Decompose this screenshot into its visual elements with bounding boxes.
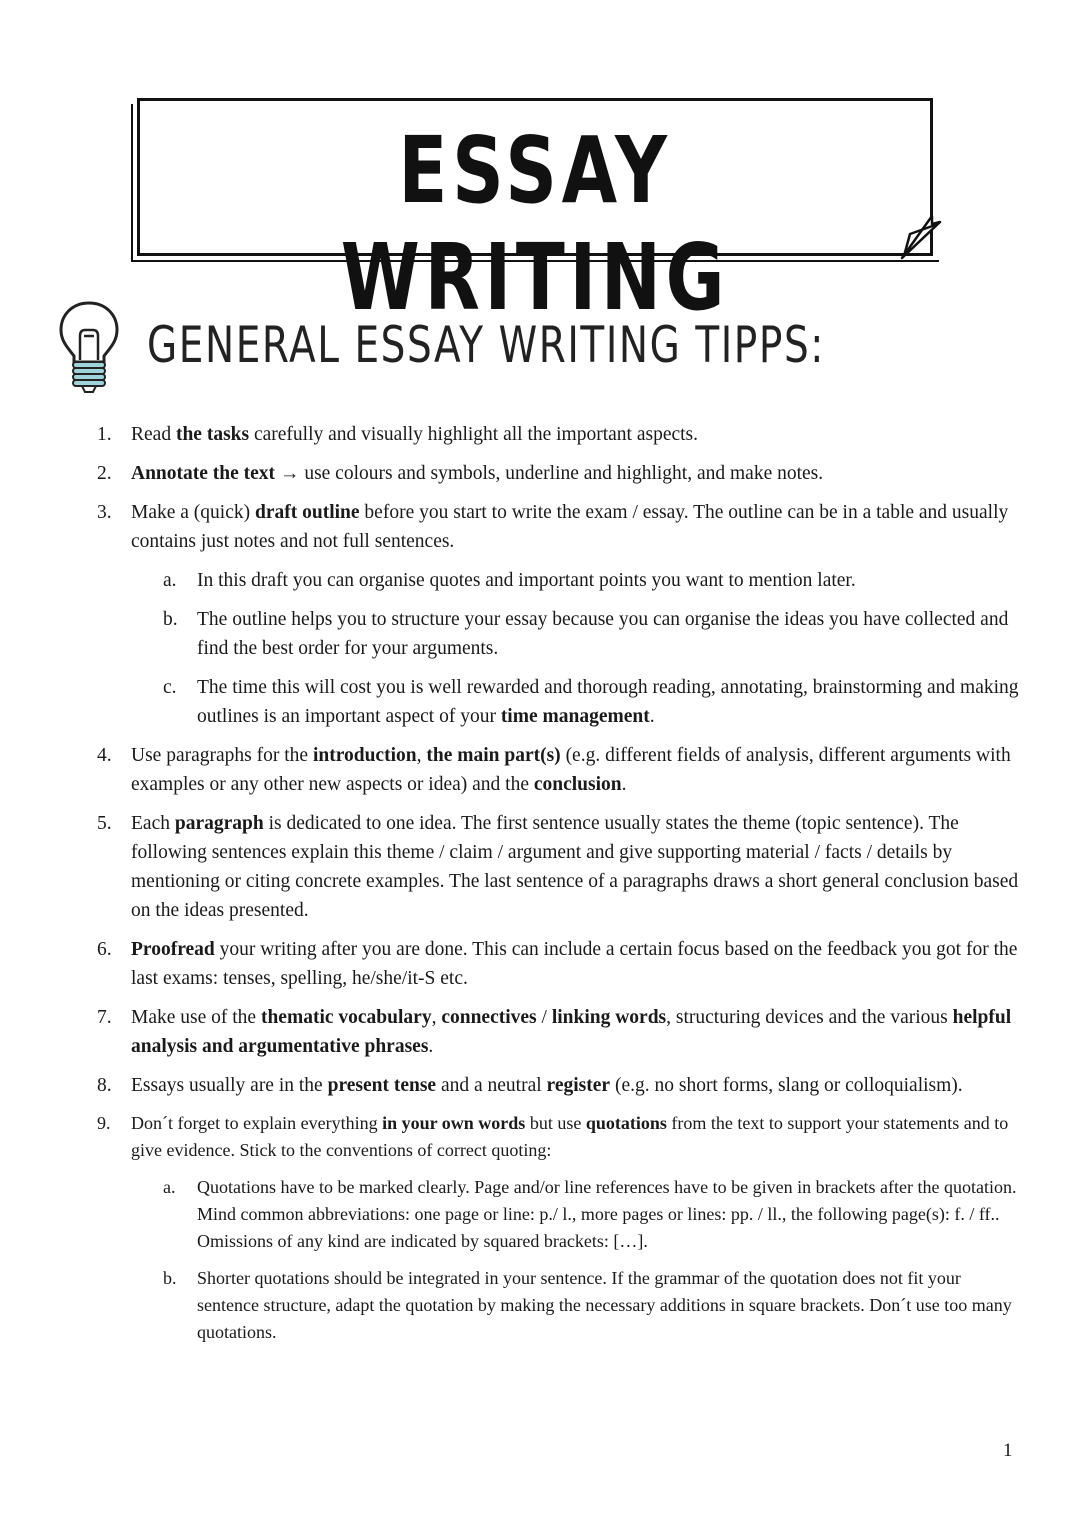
text-run: Shorter quotations should be integrated in your sentence. If the grammar of the quotation does not fit your sentence structure, adapt the quotation by making the necessary additions in square brackets. Don´t use too many quotations. (197, 1268, 1012, 1342)
text-run: → use colours and symbols, underline and highlight, and make notes. (275, 463, 824, 484)
sub-item-letter: b. (163, 1268, 177, 1288)
text-run: In this draft you can organise quotes and important points you want to mention later. (197, 570, 856, 591)
list-item (0, 809, 1080, 925)
item-number: 7. (97, 1007, 112, 1028)
list-item (0, 741, 1080, 799)
text-run: and a neutral (436, 1075, 547, 1096)
text-run: The time this will cost you is well rewarded and thorough reading, annotating, brainstorming and making outlines is an important aspect of your (197, 677, 1019, 727)
text-run: Each (131, 813, 175, 834)
list-item (0, 420, 1080, 449)
bold-text: linking words (551, 1007, 667, 1028)
bold-text: conclusion (533, 774, 622, 795)
text-run: from the text to support your statements and to give evidence. Stick to the conventions of correct quoting: (131, 1113, 1009, 1160)
text-run: Don´t forget to explain everything (131, 1113, 383, 1133)
item-text (131, 809, 1020, 925)
item-text (131, 420, 1020, 449)
text-run: is dedicated to one idea. The first sentence usually states the theme (topic sentence). The following sentences explain this theme / claim / argument and give supporting material / facts / details by mentioning or citing concrete examples. The last sentence of a paragraphs draws a short general conclusion based on the ideas presented. (131, 813, 1019, 921)
lightbulb-icon (58, 300, 120, 394)
bold-text: present tense (327, 1075, 437, 1096)
sub-item-letter: a. (163, 1177, 176, 1197)
sub-item-text (197, 605, 1020, 663)
text-run: before you start to write the exam / essay. The outline can be in a table and usually contains just notes and not full sentences. (131, 502, 1009, 552)
list-item (0, 935, 1080, 993)
text-run: , (416, 745, 427, 766)
item-number: 9. (97, 1113, 111, 1133)
text-run: Read (131, 424, 176, 445)
bold-text: helpful analysis and argumentative phrases (131, 1007, 1012, 1057)
section-heading: GENERAL ESSAY WRITING TIPPS: (147, 316, 825, 374)
bold-text: Annotate the text (131, 463, 276, 484)
bold-text: draft outline (255, 502, 360, 523)
item-number: 8. (97, 1075, 112, 1096)
text-run: . (649, 706, 655, 727)
item-number: 4. (97, 745, 112, 766)
sub-item-text (197, 566, 1020, 595)
bold-text: the tasks (175, 424, 250, 445)
sub-list-item (131, 673, 1020, 731)
text-run: Essays usually are in the (131, 1075, 328, 1096)
sub-item-text (197, 673, 1020, 731)
list-item (0, 498, 1080, 731)
text-run: , structuring devices and the various (666, 1007, 953, 1028)
item-text (131, 1071, 1020, 1100)
sub-list (131, 566, 1020, 731)
item-number: 1. (97, 424, 112, 445)
text-run: Use paragraphs for the (131, 745, 313, 766)
list-item (0, 1110, 1080, 1346)
text-run: . (621, 774, 627, 795)
item-text (131, 935, 1020, 993)
text-run: Make a (quick) (131, 502, 255, 523)
text-run: carefully and visually highlight all the important aspects. (249, 424, 699, 445)
sub-item-letter: a. (163, 570, 177, 591)
bold-text: the main part(s) (426, 745, 561, 766)
item-text (131, 498, 1020, 556)
sub-list-item (131, 566, 1020, 595)
text-run: (e.g. different fields of analysis, different arguments with examples or any other new aspects or idea) and the (131, 745, 1011, 795)
text-run: The outline helps you to structure your essay because you can organise the ideas you have collected and find the best order for your arguments. (197, 609, 1009, 659)
bold-text: quotations (585, 1113, 667, 1133)
bold-text: paragraph (174, 813, 264, 834)
bold-text: register (546, 1075, 611, 1096)
item-number: 6. (97, 939, 112, 960)
bold-text: time management (500, 706, 650, 727)
item-text (131, 1110, 1020, 1164)
sub-list (131, 1174, 1020, 1346)
item-number: 2. (97, 463, 112, 484)
text-run: but use (525, 1113, 586, 1133)
text-run: Quotations have to be marked clearly. Page and/or line references have to be given in brackets after the quotation. Mind common abbreviations: one page or line: p./ l., more pages or lines: pp. / ll., the following page(s): f. / ff.. Omissions of any kind are indicated by squared brackets: […]. (197, 1177, 1017, 1251)
sub-list-item (131, 605, 1020, 663)
page-number: 1 (1003, 1440, 1013, 1461)
text-run: , (431, 1007, 442, 1028)
sub-item-letter: b. (163, 609, 178, 630)
list-item (0, 1071, 1080, 1100)
page-curl-icon (896, 216, 942, 260)
list-item (0, 459, 1080, 488)
item-text (131, 1003, 1020, 1061)
tips-list (0, 420, 1080, 1356)
item-number: 3. (97, 502, 112, 523)
bold-text: connectives (441, 1007, 537, 1028)
sub-list-item (131, 1174, 1020, 1255)
page-title: ESSAY WRITING (340, 117, 730, 331)
sub-list-item (131, 1265, 1020, 1346)
text-run: your writing after you are done. This can include a certain focus based on the feedback you got for the last exams: tenses, spelling, he/she/it-S etc. (131, 939, 1018, 989)
sub-item-letter: c. (163, 677, 177, 698)
item-number: 5. (97, 813, 112, 834)
item-text (131, 459, 1020, 488)
text-run: (e.g. no short forms, slang or colloquialism). (610, 1075, 963, 1096)
bold-text: Proofread (131, 939, 215, 960)
sub-item-text (197, 1265, 1020, 1346)
title-box (137, 98, 933, 331)
bold-text: thematic vocabulary (260, 1007, 432, 1028)
bold-text: in your own words (382, 1113, 526, 1133)
list-item (0, 1003, 1080, 1061)
sub-item-text (197, 1174, 1020, 1255)
text-run: . (428, 1036, 434, 1057)
text-run: / (536, 1007, 552, 1028)
text-run: Make use of the (131, 1007, 261, 1028)
bold-text: introduction (312, 745, 417, 766)
item-text (131, 741, 1020, 799)
